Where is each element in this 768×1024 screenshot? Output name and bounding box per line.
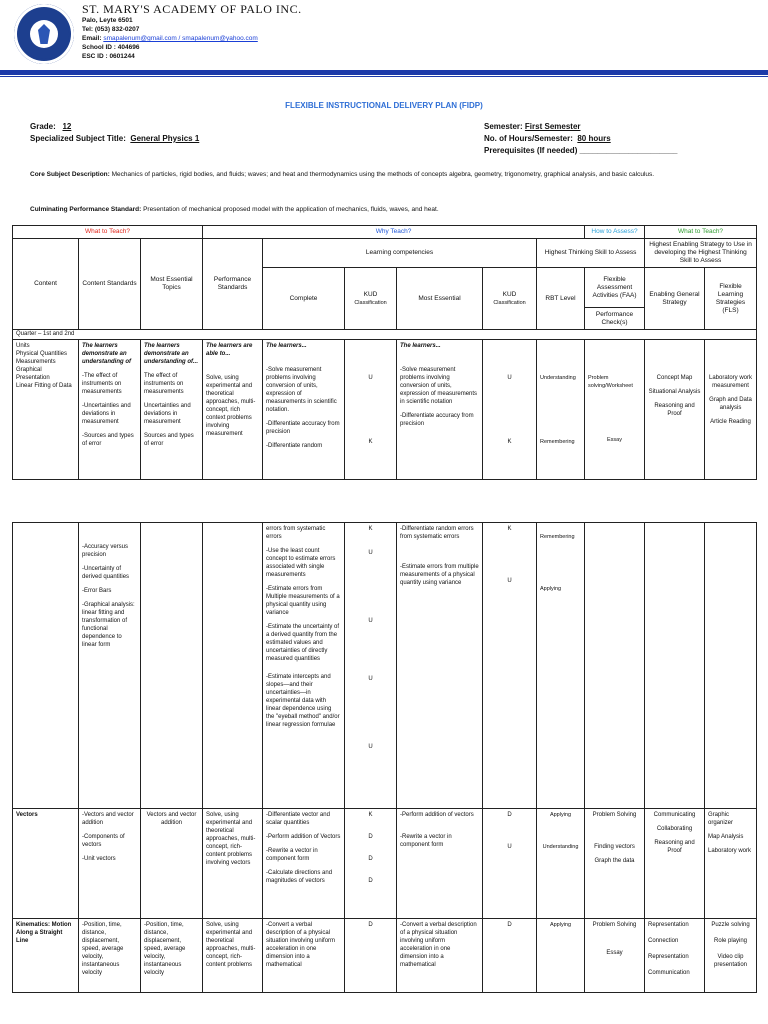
- cs-item: -Sources and types of error: [82, 433, 134, 447]
- cell-content: [13, 809, 79, 919]
- rbt-value: Understanding: [540, 375, 576, 381]
- content-text: Units Physical Quantities Measurements Graphical Presentation Linear Fitting of Data: [16, 343, 72, 389]
- culminating-standard: [30, 205, 730, 214]
- grade-line: [30, 122, 71, 131]
- kud-value: U: [368, 744, 373, 750]
- kud1-sub: Classification: [354, 299, 387, 306]
- rbt-value: Remembering: [540, 534, 575, 540]
- cs-item: -The effect of instruments on measurements: [82, 373, 122, 395]
- header-faa: Flexible Assessment Activities (FAA): [585, 268, 645, 308]
- comp-item: -Differentiate accuracy from precision: [266, 421, 340, 435]
- kud2-value: K: [507, 526, 512, 532]
- cell-enabling-general: [645, 523, 705, 809]
- school-email: [82, 35, 258, 43]
- kud2-value: U: [507, 375, 512, 381]
- content-text: Vectors: [16, 812, 38, 818]
- egs-value: Reasoning and Proof: [654, 840, 695, 854]
- header-kud-1: [345, 268, 397, 330]
- cell-rbt-level: [537, 340, 585, 480]
- cell-rbt-level: [537, 523, 585, 809]
- header-kud-2: [483, 268, 537, 330]
- kud-value: U: [368, 550, 373, 556]
- cell-kud-2: [483, 523, 537, 809]
- faa-value: Problem Solving: [592, 812, 637, 818]
- email-label: Email:: [82, 35, 104, 42]
- header-most-essential-topics: Most Essential Topics: [141, 239, 203, 330]
- cell-faa: [585, 523, 645, 809]
- cell-performance-standards: Solve, using experimental and theoretical approaches, multi-concept, rich-content problems: [203, 919, 263, 993]
- egs-value: Concept Map: [656, 375, 693, 381]
- kud2-value: U: [507, 844, 512, 850]
- cs-item: -Error Bars: [82, 588, 112, 594]
- cell-complete: -Convert a verbal description of a physical situation involving uniform acceleration in one dimension into a mathematical: [263, 919, 345, 993]
- school-address: Palo, Leyte 6501: [82, 17, 133, 24]
- kud-value: K: [368, 439, 373, 445]
- hours-value: 80 hours: [577, 134, 611, 143]
- cell-kud-1: D: [345, 919, 397, 993]
- egs-value: Communicating: [653, 812, 696, 818]
- me-item: -Rewrite a vector in component form: [400, 834, 452, 848]
- met-intro: The learners demonstrate an understanding of...: [144, 343, 198, 365]
- cs-item: -Uncertainty of derived quantities: [82, 566, 130, 580]
- header-rbt-level: RBT Level: [537, 268, 585, 330]
- cell-faa: [585, 919, 645, 993]
- subject-label: Specialized Subject Title:: [30, 134, 126, 143]
- header-performance-check: Performance Check(s): [585, 308, 645, 330]
- egs-value: Representation: [648, 954, 689, 960]
- cell-fls: [705, 523, 757, 809]
- faa-value: Essay: [607, 437, 622, 443]
- kud-value: D: [368, 834, 373, 840]
- school-seal-logo: [14, 4, 74, 64]
- comp-item: -Calculate directions and magnitudes of vectors: [266, 870, 333, 884]
- fidp-table-page2: [12, 522, 757, 993]
- rbt-value: Applying: [540, 586, 562, 592]
- semester-label: Semester:: [484, 122, 523, 131]
- prereq-label: Prerequisites (If needed): [484, 146, 578, 155]
- cs-intro: The learners demonstrate an understanding of: [82, 343, 131, 365]
- egs-value: Situational Analysis: [648, 389, 701, 395]
- grade-value: 12: [62, 122, 72, 131]
- cs-item: -Uncertainties and deviations in measurement: [82, 403, 131, 425]
- cell-complete: [263, 523, 345, 809]
- header-divider-thin: [0, 76, 768, 77]
- kud2-value: U: [507, 578, 512, 584]
- kud-value: K: [368, 812, 373, 818]
- fls-value: Video clip presentation: [713, 954, 748, 968]
- cell-kud-2: D: [483, 919, 537, 993]
- cell-most-essential: [397, 523, 483, 809]
- ps-intro: The learners are able to...: [206, 343, 253, 357]
- rbt-value: Applying: [549, 812, 572, 818]
- kud2-value: D: [507, 812, 512, 818]
- esc-id: ESC ID : 0601244: [82, 53, 135, 60]
- rbt-value: Remembering: [540, 439, 575, 445]
- cell-fls: [705, 809, 757, 919]
- met-item: Uncertainties and deviations in measurement: [144, 403, 191, 425]
- subject-value: General Physics 1: [130, 134, 200, 143]
- egs-value: Reasoning and Proof: [654, 403, 695, 417]
- fls-value: Graph and Data analysis: [709, 397, 752, 411]
- header-content: Content: [13, 239, 79, 330]
- cell-content: [13, 523, 79, 809]
- cell-kud-1: [345, 523, 397, 809]
- header-highest-enabling: Highest Enabling Strategy to Use in developing the Highest Thinking Skill to Assess: [645, 239, 757, 268]
- kud-value: U: [368, 375, 373, 381]
- email-link[interactable]: smapalenum@gmail.com / smapalenum@yahoo.com: [103, 35, 258, 42]
- culminating-label: Culminating Performance Standard:: [30, 206, 142, 213]
- kud2-value: K: [507, 439, 512, 445]
- subject-line: [30, 134, 199, 143]
- comp-item: -Estimate intercepts and slopes—and their uncertainties—in experimental data with linear dependence using the "eyeball method" and/or linear regression formulae: [266, 674, 340, 728]
- prereq-line: [484, 146, 677, 155]
- cs-item: -Components of vectors: [82, 834, 125, 848]
- fls-value: Graphic organizer: [708, 812, 734, 826]
- cell-performance-standards: Solve, using experimental and theoretical approaches, multi-concept, rich-content problems involving vectors: [203, 809, 263, 919]
- fls-value: Laboratory work measurement: [709, 375, 753, 389]
- school-tel: Tel: (053) 832-0207: [82, 26, 140, 33]
- cell-content-standards: [79, 809, 141, 919]
- comp-item: -Rewrite a vector in component form: [266, 848, 318, 862]
- kud-value: U: [368, 618, 373, 624]
- cs-item: -Unit vectors: [82, 856, 116, 862]
- comp-item: errors from systematic errors: [266, 526, 326, 540]
- met-item: Sources and types of error: [144, 433, 194, 447]
- cell-rbt-level: Applying: [537, 919, 585, 993]
- fls-value: Puzzle solving: [711, 922, 750, 928]
- cell-content: [13, 919, 79, 993]
- me-item: -Differentiate random errors from systematic errors: [400, 526, 474, 540]
- content-text: Kinematics: Motion Along a Straight Line: [16, 922, 72, 944]
- kud-value: U: [368, 676, 373, 682]
- cell-faa: [585, 809, 645, 919]
- header-most-essential: Most Essential: [397, 268, 483, 330]
- comp-item: -Solve measurement problems involving conversion of units, expression of measurements in scientific notation.: [266, 367, 337, 413]
- rbt-value: Understanding: [542, 844, 579, 850]
- fidp-table-page1: [12, 225, 757, 480]
- kud-value: K: [368, 526, 373, 532]
- header-why-teach: Why Teach?: [203, 226, 585, 239]
- core-desc-text: Mechanics of particles, rigid bodies, and fluids; waves; and heat and thermodynamics using the methods of concepts algebra, geometry, trigonometry, graphical analysis, and basic calculus.: [111, 171, 655, 178]
- cs-item: -Vectors and vector addition: [82, 812, 134, 826]
- comp-item: -Estimate errors from Multiple measurements of a physical quantity using variance: [266, 586, 340, 616]
- me-item: -Solve measurement problems involving conversion of units, expression of measurements in scientific notation: [400, 367, 478, 405]
- cell-kud-2: [483, 340, 537, 480]
- comp-item: -Estimate the uncertainty of a derived quantity from the estimated values and uncertainties of directly measured quantities: [266, 624, 340, 662]
- cell-most-essential-topics: [141, 340, 203, 480]
- culminating-text: Presentation of mechanical proposed model with the application of mechanics, fluids, waves, and heat.: [143, 206, 439, 213]
- hours-line: [484, 134, 611, 143]
- school-id: School ID : 404696: [82, 44, 140, 51]
- egs-value: Communication: [648, 970, 690, 976]
- cell-most-essential: [397, 340, 483, 480]
- cell-kud-1: [345, 340, 397, 480]
- cs-item: -Accuracy versus precision: [82, 544, 129, 558]
- cell-most-essential: [397, 809, 483, 919]
- ps-text: Solve, using experimental and theoretical approaches, multi-concept, rich context problems involving measurement: [206, 375, 256, 437]
- me-intro: The learners...: [400, 343, 441, 349]
- cell-performance-standards: [203, 340, 263, 480]
- semester-line: [484, 122, 581, 131]
- hours-label: No. of Hours/Semester:: [484, 134, 573, 143]
- egs-value: Connection: [648, 938, 679, 944]
- cell-faa: [585, 340, 645, 480]
- cell-performance-standards: [203, 523, 263, 809]
- faa-value: Graph the data: [594, 858, 635, 864]
- faa-value: Finding vectors: [594, 844, 635, 850]
- header-how-to-assess: How to Assess?: [585, 226, 645, 239]
- cell-most-essential-topics: Vectors and vector addition: [141, 809, 203, 919]
- cs-item: -Graphical analysis: linear fitting and transformation of functional dependence to linear form: [82, 602, 135, 648]
- kud1-label: KUD: [363, 290, 378, 298]
- semester-value: First Semester: [524, 122, 581, 131]
- cell-kud-1: [345, 809, 397, 919]
- me-item: -Differentiate accuracy from precision: [400, 413, 474, 427]
- cell-content-standards: [79, 523, 141, 809]
- grade-label: Grade:: [30, 122, 56, 131]
- document-title: FLEXIBLE INSTRUCTIONAL DELIVERY PLAN (FIDP): [285, 101, 483, 110]
- cell-most-essential-topics: [141, 523, 203, 809]
- school-name: ST. MARY'S ACADEMY OF PALO INC.: [82, 2, 302, 16]
- me-item: -Perform addition of vectors: [400, 812, 474, 818]
- kud-value: D: [368, 878, 373, 884]
- comp-item: -Perform addition of Vectors: [266, 834, 341, 840]
- cell-content-standards: -Position, time, distance, displacement, speed, average velocity, instantaneous velocity: [79, 919, 141, 993]
- header-performance-standards: Performance Standards: [203, 239, 263, 330]
- kud2-sub: Classification: [493, 299, 526, 306]
- header-highest-thinking: Highest Thinking Skill to Assess: [537, 239, 645, 268]
- cell-kud-2: [483, 809, 537, 919]
- comp-item: -Differentiate random: [266, 443, 323, 449]
- cell-content-standards: [79, 340, 141, 480]
- cell-most-essential-topics: -Position, time, distance, displacement, speed, average velocity, instantaneous velocity: [141, 919, 203, 993]
- header-what-to-teach: What to Teach?: [13, 226, 203, 239]
- fls-value: Laboratory work: [708, 848, 752, 854]
- core-subject-description: [30, 170, 730, 179]
- cell-content: [13, 340, 79, 480]
- cell-fls: [705, 919, 757, 993]
- faa-value: Problem solving/Worksheet: [588, 375, 633, 389]
- cell-enabling-general: [645, 919, 705, 993]
- quarter-row: Quarter – 1st and 2nd: [13, 330, 757, 340]
- header-learning-competencies: Learning competencies: [263, 239, 537, 268]
- kud2-label: KUD: [502, 290, 517, 298]
- comp-intro: The learners...: [266, 343, 307, 349]
- comp-item: -Use the least count concept to estimate errors associated with single measurements: [266, 548, 336, 578]
- header-divider: [0, 70, 768, 75]
- fls-value: Map Analysis: [708, 834, 744, 840]
- prereq-value: ______________________: [579, 146, 678, 155]
- egs-value: Representation: [648, 922, 689, 928]
- header-content-standards: Content Standards: [79, 239, 141, 330]
- cell-rbt-level: [537, 809, 585, 919]
- cell-enabling-general: [645, 340, 705, 480]
- me-item: -Estimate errors from multiple measurements of a physical quantity using variance: [400, 564, 479, 586]
- cell-complete: [263, 340, 345, 480]
- header-enabling-general: Enabling General Strategy: [645, 268, 705, 330]
- egs-value: Collaborating: [656, 826, 693, 832]
- header-complete: Complete: [263, 268, 345, 330]
- fls-value: Role playing: [713, 938, 748, 944]
- comp-item: -Differentiate vector and scalar quantities: [266, 812, 330, 826]
- cell-fls: [705, 340, 757, 480]
- header-fls: Flexible Learning Strategies (FLS): [705, 268, 757, 330]
- cell-most-essential: -Convert a verbal description of a physical situation involving uniform acceleration in one dimension into a mathematical: [397, 919, 483, 993]
- faa-value: Essay: [606, 950, 623, 956]
- kud-value: D: [368, 856, 373, 862]
- cell-enabling-general: [645, 809, 705, 919]
- cell-complete: [263, 809, 345, 919]
- core-desc-label: Core Subject Description:: [30, 171, 110, 178]
- met-item: The effect of instruments on measurements: [144, 373, 184, 395]
- fls-value: Article Reading: [710, 419, 751, 425]
- faa-value: Problem Solving: [592, 922, 637, 928]
- header-what-to-teach-2: What to Teach?: [645, 226, 757, 239]
